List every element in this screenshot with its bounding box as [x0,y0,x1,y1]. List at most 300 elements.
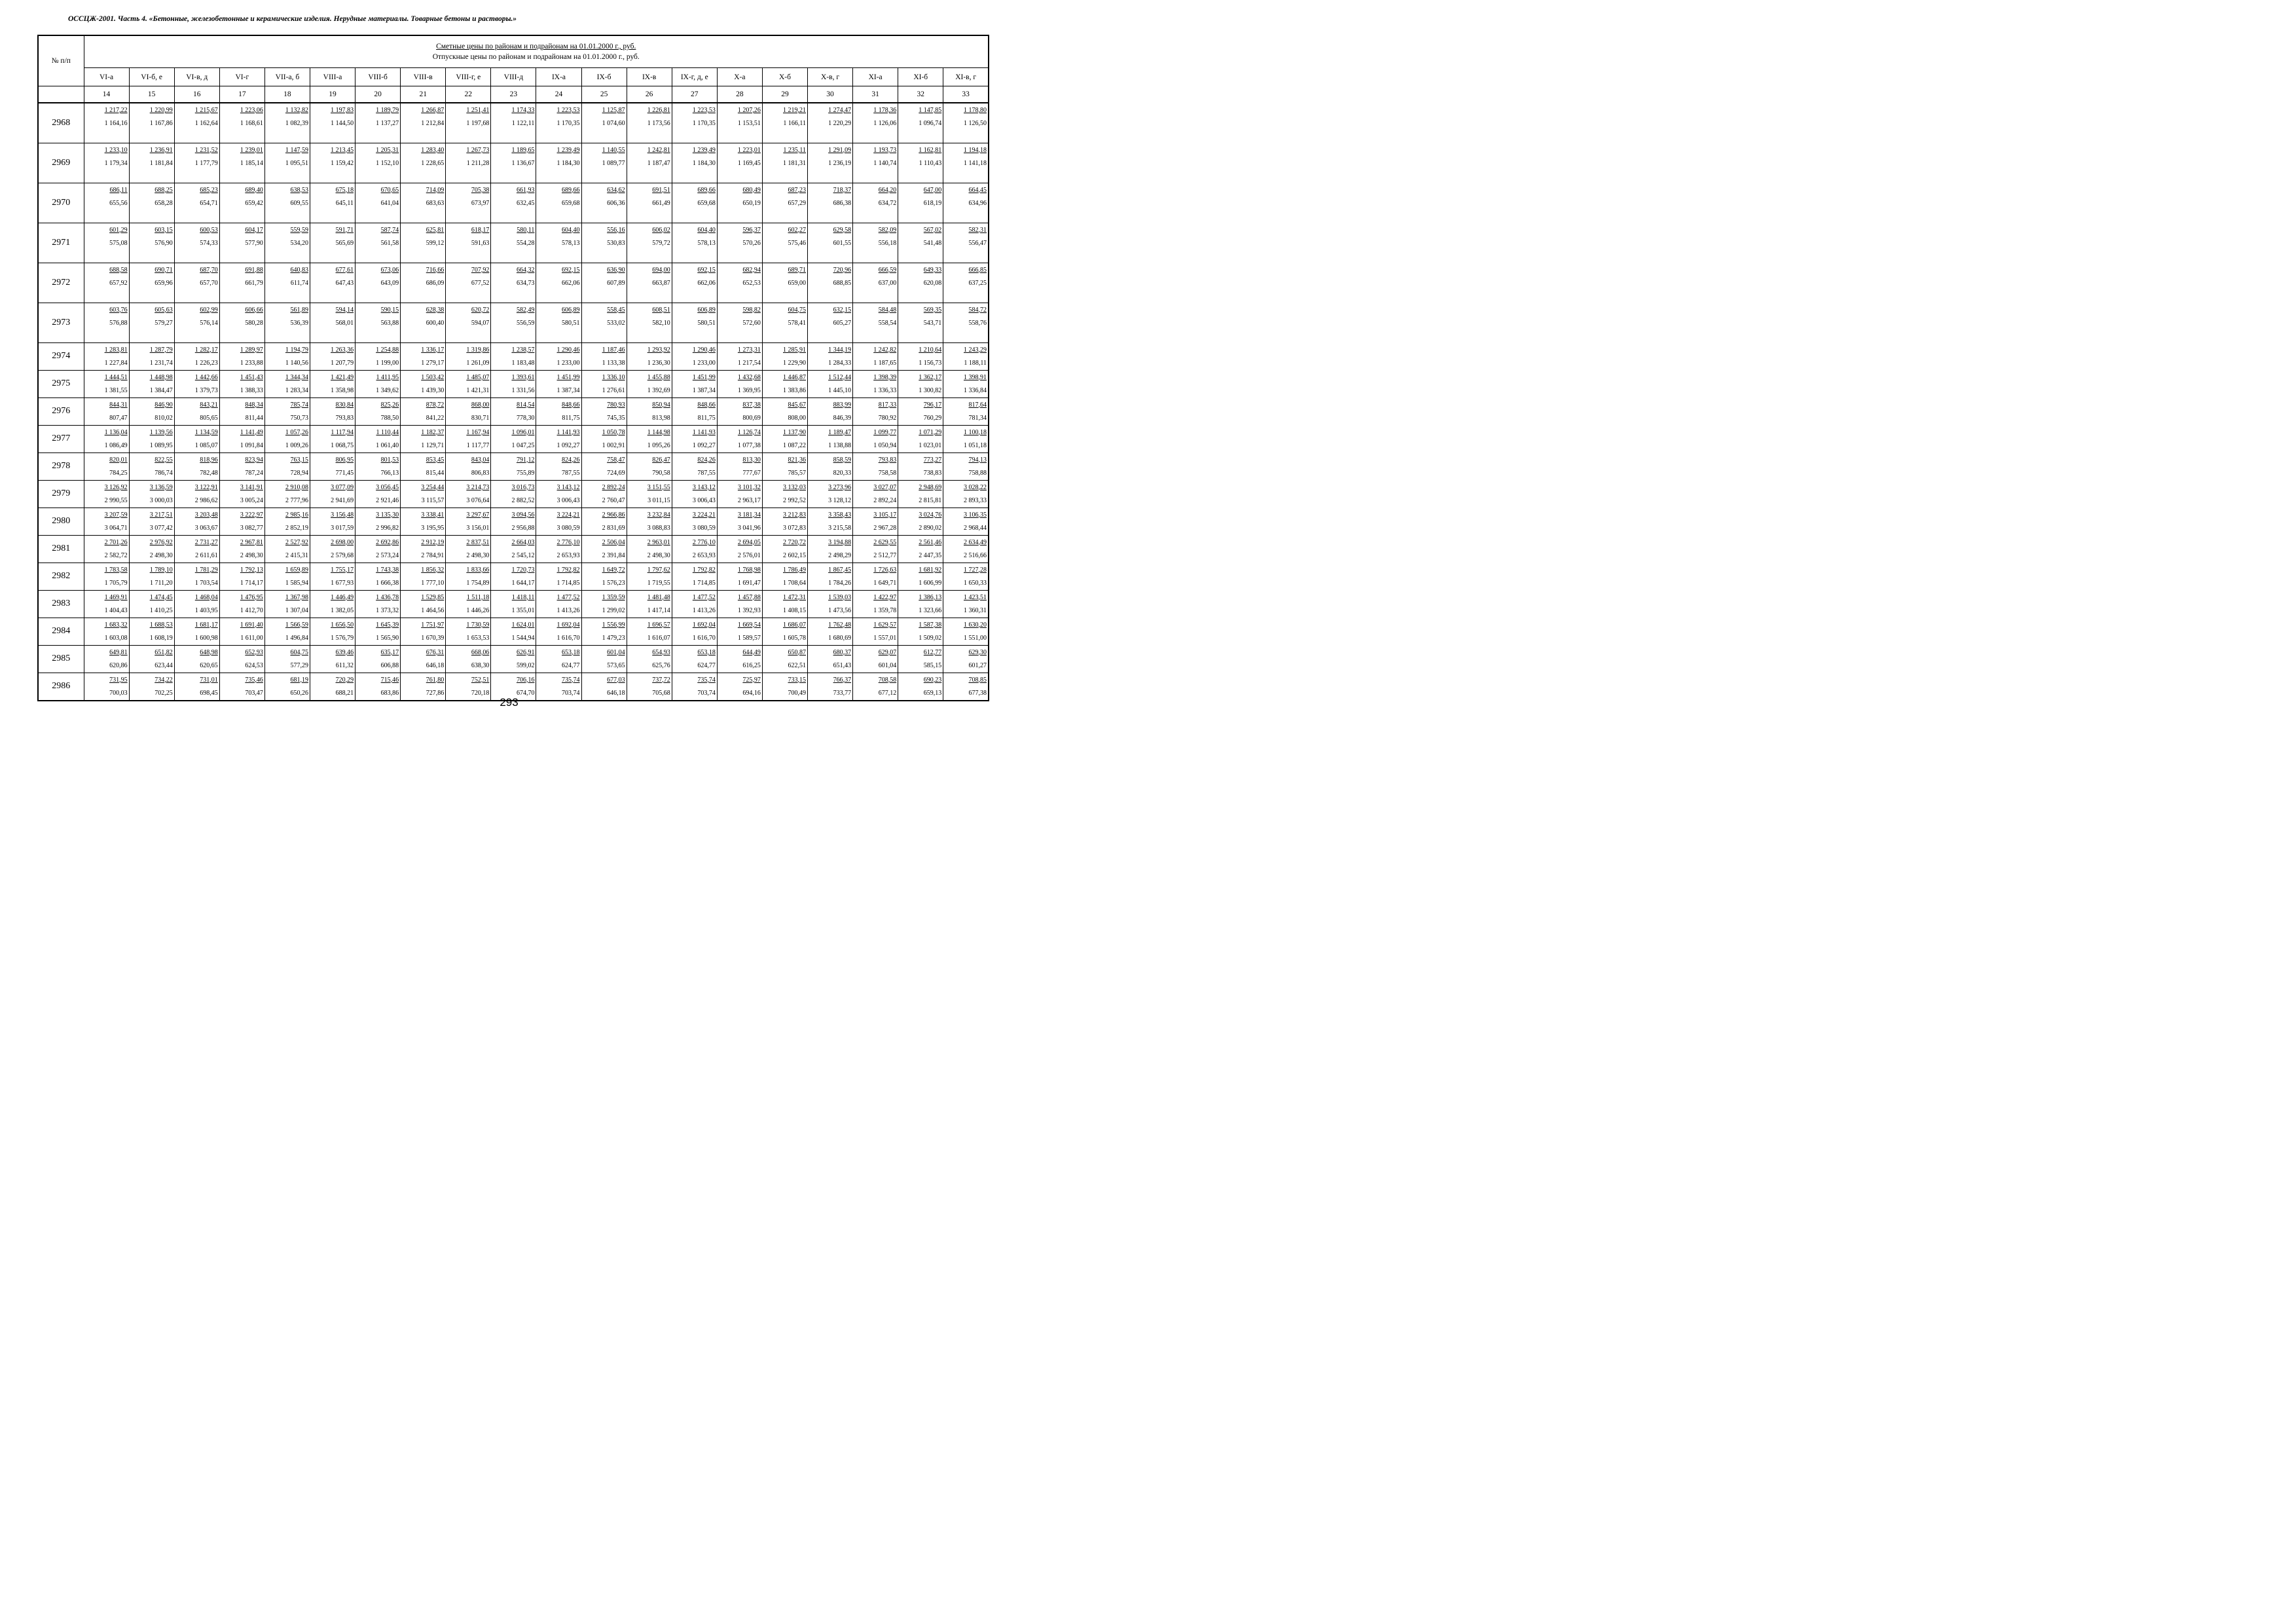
price-cell [853,618,898,645]
release-price: 1 336,33 [873,386,897,394]
estimate-price: 561,89 [290,306,308,314]
price-cell [491,425,536,452]
release-price: 1 126,06 [873,120,897,127]
estimate-price: 3 156,48 [331,511,354,519]
price-cell [355,397,401,425]
estimate-price: 1 783,58 [104,566,128,574]
estimate-price: 720,29 [335,676,354,684]
price-cell [129,480,174,507]
price-cell [717,183,762,223]
estimate-price: 761,80 [426,676,445,684]
estimate-price: 1 691,40 [240,621,263,629]
estimate-price: 598,82 [742,306,761,314]
price-cell [491,143,536,183]
release-price: 1 211,28 [466,159,490,167]
release-price: 638,30 [471,661,490,669]
estimate-price: 601,04 [607,648,625,656]
release-price: 3 006,43 [556,496,580,504]
estimate-price: 692,15 [562,266,580,274]
estimate-price: 3 106,35 [963,511,987,519]
release-price: 1 369,95 [737,386,761,394]
price-cell [717,143,762,183]
release-price: 830,71 [471,414,490,422]
price-cell [219,535,264,563]
price-cell [84,263,129,303]
release-price: 3 005,24 [240,496,263,504]
release-price: 1 089,77 [602,159,625,167]
release-price: 2 512,77 [873,551,897,559]
release-price: 846,39 [833,414,852,422]
price-cell [174,370,219,397]
estimate-price: 844,31 [109,401,128,409]
price-cell [808,563,853,590]
estimate-price: 652,93 [245,648,263,656]
estimate-price: 1 194,18 [963,146,987,154]
estimate-price: 604,17 [245,226,263,234]
price-cell [446,452,491,480]
price-cell [672,618,717,645]
row-number: 2979 [38,480,84,507]
price-cell [672,342,717,370]
release-price: 611,74 [290,279,308,287]
release-price: 575,08 [109,239,128,247]
estimate-price: 1 238,57 [511,346,535,354]
price-cell [355,223,401,263]
price-cell [943,397,989,425]
release-price: 1 187,65 [873,359,897,367]
release-price: 1 388,33 [240,386,263,394]
estimate-price: 1 681,17 [194,621,218,629]
price-cell [717,425,762,452]
release-price: 677,52 [471,279,490,287]
price-cell [129,645,174,673]
release-price: 663,87 [652,279,670,287]
table-row [38,143,989,183]
estimate-price: 1 125,87 [602,107,625,114]
price-cell [401,480,446,507]
price-cell [717,397,762,425]
release-price: 810,02 [155,414,173,422]
price-cell [536,618,581,645]
release-price: 2 893,33 [963,496,987,504]
estimate-price: 3 135,30 [376,511,399,519]
release-price: 2 892,24 [873,496,897,504]
estimate-price: 1 681,92 [919,566,942,574]
estimate-price: 2 694,05 [737,538,761,546]
column-number: 19 [310,86,355,103]
price-cell [401,342,446,370]
price-cell [581,183,627,223]
release-price: 1 509,02 [919,634,942,642]
estimate-price: 1 688,53 [149,621,173,629]
release-price: 1 207,79 [331,359,354,367]
estimate-price: 814,54 [516,401,535,409]
price-cell [762,563,807,590]
release-price: 1 410,25 [149,606,173,614]
release-price: 1 373,32 [376,606,399,614]
release-price: 674,70 [516,689,535,697]
price-cell [536,342,581,370]
estimate-price: 620,72 [471,306,490,314]
price-cell [174,425,219,452]
estimate-price: 1 444,51 [104,373,128,381]
column-number: 30 [808,86,853,103]
price-cell [401,263,446,303]
estimate-price: 677,03 [607,676,625,684]
estimate-price: 1 217,22 [104,107,128,114]
release-price: 1 217,54 [737,359,761,367]
estimate-price: 628,38 [426,306,445,314]
row-number-header: № п/п [38,35,84,86]
price-cell [536,645,581,673]
estimate-price: 603,76 [109,306,128,314]
estimate-price: 584,72 [968,306,987,314]
release-price: 787,55 [697,469,716,477]
release-price: 778,30 [516,414,535,422]
price-cell [627,590,672,618]
release-price: 787,55 [562,469,580,477]
estimate-price: 1 398,91 [963,373,987,381]
price-cell [310,563,355,590]
estimate-price: 773,27 [923,456,942,464]
release-price: 2 968,44 [963,524,987,532]
price-cell [264,480,310,507]
price-cell [762,370,807,397]
price-cell [446,183,491,223]
estimate-price: 582,49 [516,306,535,314]
price-cell [943,535,989,563]
price-cell [672,263,717,303]
estimate-price: 1 223,06 [240,107,263,114]
release-price: 1 608,19 [149,634,173,642]
price-cell [446,263,491,303]
estimate-price: 3 143,12 [556,483,580,491]
release-price: 760,29 [923,414,942,422]
price-cell [355,303,401,342]
price-cell [355,143,401,183]
release-price: 1 585,94 [285,579,308,587]
price-cell [355,425,401,452]
release-price: 1 703,54 [194,579,218,587]
price-cell [898,397,943,425]
estimate-price: 1 556,99 [602,621,625,629]
estimate-price: 664,32 [516,266,535,274]
region-header: IX-в [627,68,672,86]
release-price: 1 136,67 [511,159,535,167]
estimate-price: 1 287,79 [149,346,173,354]
price-cell [762,425,807,452]
release-price: 2 611,61 [195,551,218,559]
price-cell [491,370,536,397]
price-cell [672,480,717,507]
estimate-price: 1 683,32 [104,621,128,629]
estimate-price: 644,49 [742,648,761,656]
estimate-price: 1 223,01 [737,146,761,154]
release-price: 1 392,69 [647,386,670,394]
row-number: 2968 [38,103,84,143]
release-price: 634,73 [516,279,535,287]
release-price: 3 128,12 [828,496,852,504]
estimate-price: 682,94 [742,266,761,274]
estimate-price: 1 762,48 [828,621,852,629]
release-price: 1 446,26 [466,606,490,614]
release-price: 634,96 [968,199,987,207]
price-cell [264,452,310,480]
estimate-price: 1 727,28 [963,566,987,574]
estimate-price: 1 751,97 [421,621,445,629]
price-cell [853,480,898,507]
price-cell [491,183,536,223]
price-cell [219,645,264,673]
price-cell [401,507,446,535]
estimate-price: 1 291,09 [828,146,852,154]
estimate-price: 1 251,41 [466,107,490,114]
price-cell [808,425,853,452]
price-cell [446,370,491,397]
release-price: 609,55 [290,199,308,207]
release-price: 661,49 [652,199,670,207]
release-price: 800,69 [742,414,761,422]
estimate-price: 1 468,04 [194,593,218,601]
price-cell [310,342,355,370]
release-price: 811,75 [562,414,580,422]
price-cell [446,342,491,370]
estimate-price: 1 645,39 [376,621,399,629]
estimate-price: 853,45 [426,456,445,464]
release-price: 1 576,79 [331,634,354,642]
price-cell [762,618,807,645]
price-cell [672,507,717,535]
row-number: 2972 [38,263,84,303]
release-price: 1 082,39 [285,120,308,127]
estimate-price: 735,74 [562,676,580,684]
price-cell [943,370,989,397]
release-price: 577,29 [290,661,308,669]
price-cell [627,425,672,452]
estimate-price: 848,66 [562,401,580,409]
estimate-price: 1 147,59 [285,146,308,154]
estimate-price: 3 212,83 [783,511,806,519]
release-price: 703,74 [697,689,716,697]
estimate-price: 1 367,98 [285,593,308,601]
estimate-price: 690,71 [155,266,173,274]
estimate-price: 606,89 [562,306,580,314]
estimate-price: 785,74 [290,401,308,409]
price-cell [536,103,581,143]
price-cell [264,223,310,263]
release-price: 1 666,38 [376,579,399,587]
price-cell [129,618,174,645]
estimate-price: 1 792,82 [556,566,580,574]
price-cell [219,590,264,618]
release-price: 2 941,69 [331,496,354,504]
estimate-price: 3 181,34 [737,511,761,519]
price-cell [84,645,129,673]
price-cell [84,303,129,342]
release-price: 1 616,70 [692,634,716,642]
table-header [38,35,989,103]
release-price: 1 050,94 [873,441,897,449]
price-cell [627,535,672,563]
price-cell [310,452,355,480]
price-cell [446,645,491,673]
price-cell [219,397,264,425]
row-number: 2971 [38,223,84,263]
estimate-price: 653,18 [562,648,580,656]
table-row [38,263,989,303]
estimate-price: 687,70 [200,266,218,274]
release-price: 1 177,79 [194,159,218,167]
release-price: 1 284,33 [828,359,852,367]
estimate-price: 1 189,79 [376,107,399,114]
table-row [38,223,989,263]
release-price: 2 579,68 [331,551,354,559]
release-price: 576,14 [200,319,218,327]
price-cell [943,480,989,507]
release-price: 841,22 [426,414,445,422]
release-price: 600,40 [426,319,445,327]
price-cell [129,263,174,303]
release-price: 554,28 [516,239,535,247]
price-cell [581,342,627,370]
price-cell [264,535,310,563]
estimate-price: 1 266,87 [421,107,445,114]
region-header: VI-б, е [129,68,174,86]
estimate-price: 1 432,68 [737,373,761,381]
estimate-price: 1 472,31 [783,593,806,601]
estimate-price: 1 696,57 [647,621,670,629]
release-price: 1 152,10 [376,159,399,167]
release-price: 580,51 [697,319,716,327]
release-price: 1 714,85 [556,579,580,587]
estimate-price: 1 336,10 [602,373,625,381]
price-cell [672,452,717,480]
release-price: 1 110,43 [919,159,942,167]
estimate-price: 1 174,33 [511,107,535,114]
price-cell [581,397,627,425]
release-price: 1 086,49 [104,441,128,449]
price-cell [174,263,219,303]
estimate-price: 1 398,39 [873,373,897,381]
price-cell [898,103,943,143]
release-price: 623,44 [155,661,173,669]
estimate-price: 1 867,45 [828,566,852,574]
release-price: 703,47 [245,689,263,697]
estimate-price: 1 141,49 [240,428,263,436]
release-price: 1 754,89 [466,579,490,587]
release-price: 1 392,93 [737,606,761,614]
price-cell [808,618,853,645]
estimate-price: 1 455,88 [647,373,670,381]
price-cell [717,223,762,263]
price-cell [762,507,807,535]
estimate-price: 1 629,57 [873,621,897,629]
release-price: 1 349,62 [376,386,399,394]
price-cell [219,370,264,397]
estimate-price: 636,90 [607,266,625,274]
estimate-price: 1 624,01 [511,621,535,629]
release-price: 1 279,17 [421,359,445,367]
estimate-price: 1 630,20 [963,621,987,629]
price-cell [943,645,989,673]
release-price: 1 384,47 [149,386,173,394]
release-price: 578,13 [697,239,716,247]
release-price: 594,07 [471,319,490,327]
estimate-price: 681,19 [290,676,308,684]
estimate-price: 601,29 [109,226,128,234]
estimate-price: 3 136,59 [149,483,173,491]
release-price: 641,04 [380,199,399,207]
price-cell [717,303,762,342]
release-price: 601,27 [968,661,987,669]
release-price: 1 144,50 [331,120,354,127]
release-price: 620,86 [109,661,128,669]
release-price: 659,42 [245,199,263,207]
price-cell [174,535,219,563]
estimate-price: 689,66 [697,186,716,194]
price-cell [401,563,446,590]
price-cell [762,303,807,342]
release-price: 1 166,11 [783,120,806,127]
price-cell [84,183,129,223]
release-price: 673,97 [471,199,490,207]
estimate-price: 1 720,73 [511,566,535,574]
estimate-price: 1 187,46 [602,346,625,354]
estimate-price: 1 336,17 [421,346,445,354]
price-cell [446,618,491,645]
release-price: 750,73 [290,414,308,422]
price-cell [129,370,174,397]
release-price: 3 195,95 [421,524,445,532]
release-price: 1 381,55 [104,386,128,394]
estimate-price: 556,16 [607,226,625,234]
region-header: VIII-а [310,68,355,86]
release-price: 1 708,64 [783,579,806,587]
release-price: 1 387,34 [692,386,716,394]
price-cell [446,535,491,563]
price-cell [219,263,264,303]
estimate-price: 2 985,16 [285,511,308,519]
release-price: 662,06 [697,279,716,287]
price-cell [264,618,310,645]
price-cell [310,535,355,563]
release-price: 591,63 [471,239,490,247]
release-price: 1 417,14 [647,606,670,614]
estimate-price: 1 140,55 [602,146,625,154]
price-cell [762,223,807,263]
estimate-price: 1 134,59 [194,428,218,436]
release-price: 786,74 [155,469,173,477]
release-price: 655,56 [109,199,128,207]
release-price: 2 986,62 [194,496,218,504]
price-cell [627,223,672,263]
release-price: 1 197,68 [466,120,490,127]
release-price: 1 141,18 [963,159,987,167]
release-price: 755,89 [516,469,535,477]
release-price: 1 576,23 [602,579,625,587]
column-number: 28 [717,86,762,103]
release-price: 650,26 [290,689,308,697]
release-price: 1 276,61 [602,386,625,394]
release-price: 1 188,11 [964,359,987,367]
release-price: 556,47 [968,239,987,247]
release-price: 541,48 [923,239,942,247]
estimate-price: 1 263,36 [331,346,354,354]
release-price: 1 023,01 [919,441,942,449]
price-cell [717,370,762,397]
estimate-price: 2 720,72 [783,538,806,546]
estimate-price: 824,26 [562,456,580,464]
